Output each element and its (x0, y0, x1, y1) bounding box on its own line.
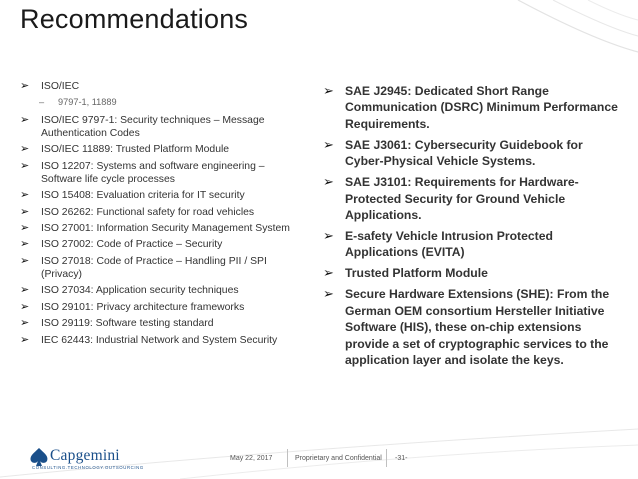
arrow-bullet-icon: ➢ (323, 228, 334, 244)
arrow-bullet-icon: ➢ (323, 174, 334, 190)
arrow-bullet-icon: ➢ (20, 159, 30, 172)
list-item (20, 255, 295, 281)
arrow-bullet-icon: ➢ (20, 80, 30, 92)
list-item-text: ISO/IEC 9797-1: Security techniques – Message Authentication Codes (41, 114, 265, 139)
list-item-text: Trusted Platform Module (345, 266, 488, 281)
list-item-text: ISO 26262: Functional safety for road vehicles (41, 206, 255, 218)
list-item-text: ISO 27034: Application security techniques (41, 285, 239, 297)
list-item-text: IEC 62443: Industrial Network and System Security (41, 334, 278, 346)
arrow-bullet-icon: ➢ (20, 189, 30, 202)
list-item-text: E-safety Vehicle Intrusion Protected Applications (EVITA) (345, 229, 553, 260)
arrow-bullet-icon: ➢ (20, 113, 30, 126)
list-item-text: ISO 27001: Information Security Management System (41, 222, 290, 234)
page-number: -31- (395, 455, 408, 462)
list-item-text: ISO 15408: Evaluation criteria for IT security (41, 190, 245, 202)
top-right-curve-decoration (498, 0, 638, 75)
left-bullet-list (20, 80, 295, 350)
footer-divider (287, 449, 288, 467)
list-item (20, 317, 295, 330)
list-item (20, 114, 295, 140)
arrow-bullet-icon: ➢ (20, 284, 30, 297)
logo-tagline: CONSULTING.TECHNOLOGY.OUTSOURCING (32, 465, 144, 470)
list-item (20, 189, 295, 202)
list-item-text: SAE J2945: Dedicated Short Range Communication (DSRC) Minimum Performance Requirements. (345, 84, 618, 131)
list-item (20, 222, 295, 235)
arrow-bullet-icon: ➢ (20, 221, 30, 234)
list-item-text: ISO 12207: Systems and software engineering – Software life cycle processes (41, 160, 265, 185)
arrow-bullet-icon: ➢ (20, 238, 30, 251)
list-item (20, 143, 295, 156)
list-item-text: ISO 27002: Code of Practice – Security (41, 239, 223, 251)
dash-icon: – (39, 97, 45, 108)
footer-confidential: Proprietary and Confidential (295, 455, 382, 462)
right-bullet-list (323, 83, 623, 373)
arrow-bullet-icon: ➢ (323, 136, 334, 152)
arrow-bullet-icon: ➢ (20, 205, 30, 218)
list-item-text: ISO 27018: Code of Practice – Handling PII / SPI (Privacy) (41, 255, 267, 280)
list-item (20, 206, 295, 219)
list-item-text: ISO 29101: Privacy architecture frameworks (41, 301, 245, 313)
list-item-text: 9797-1, 11889 (58, 97, 117, 108)
arrow-bullet-icon: ➢ (323, 265, 334, 281)
list-item (20, 284, 295, 297)
arrow-bullet-icon: ➢ (20, 300, 30, 313)
arrow-bullet-icon: ➢ (20, 317, 30, 330)
list-item-text: ISO 29119: Software testing standard (41, 318, 214, 330)
arrow-bullet-icon: ➢ (20, 333, 30, 346)
arrow-bullet-icon: ➢ (20, 254, 30, 267)
list-item-text: SAE J3101: Requirements for Hardware-Protected Security for Ground Vehicle Applications. (345, 175, 579, 223)
list-item-text: Secure Hardware Extensions (SHE): From the German OEM consortium Hersteller Initiative Software (HIS), these on-chip extensions provide a set of cryptographic services to the application layer and isolate the keys. (345, 287, 610, 368)
list-item (323, 174, 623, 223)
list-item (20, 334, 295, 347)
list-item (20, 80, 295, 93)
logo-wordmark: Capgemini (50, 447, 120, 464)
slide-title: Recommendations (20, 4, 249, 34)
list-item-text: SAE J3061: Cybersecurity Guidebook for Cyber-Physical Vehicle Systems. (345, 137, 583, 169)
list-item (323, 265, 623, 281)
list-item (20, 238, 295, 251)
sub-list-item (20, 96, 295, 109)
list-item-text: ISO/IEC 11889: Trusted Platform Module (41, 144, 230, 156)
list-item (20, 301, 295, 314)
footer (0, 447, 638, 471)
list-item-text: ISO/IEC (41, 81, 80, 92)
arrow-bullet-icon: ➢ (323, 83, 334, 98)
list-item (20, 160, 295, 186)
list-item (323, 83, 623, 132)
list-item (323, 228, 623, 261)
footer-date: May 22, 2017 (230, 455, 273, 462)
arrow-bullet-icon: ➢ (323, 286, 334, 302)
arrow-bullet-icon: ➢ (20, 143, 30, 156)
list-item (323, 286, 623, 368)
footer-divider (386, 449, 387, 467)
list-item (323, 137, 623, 170)
